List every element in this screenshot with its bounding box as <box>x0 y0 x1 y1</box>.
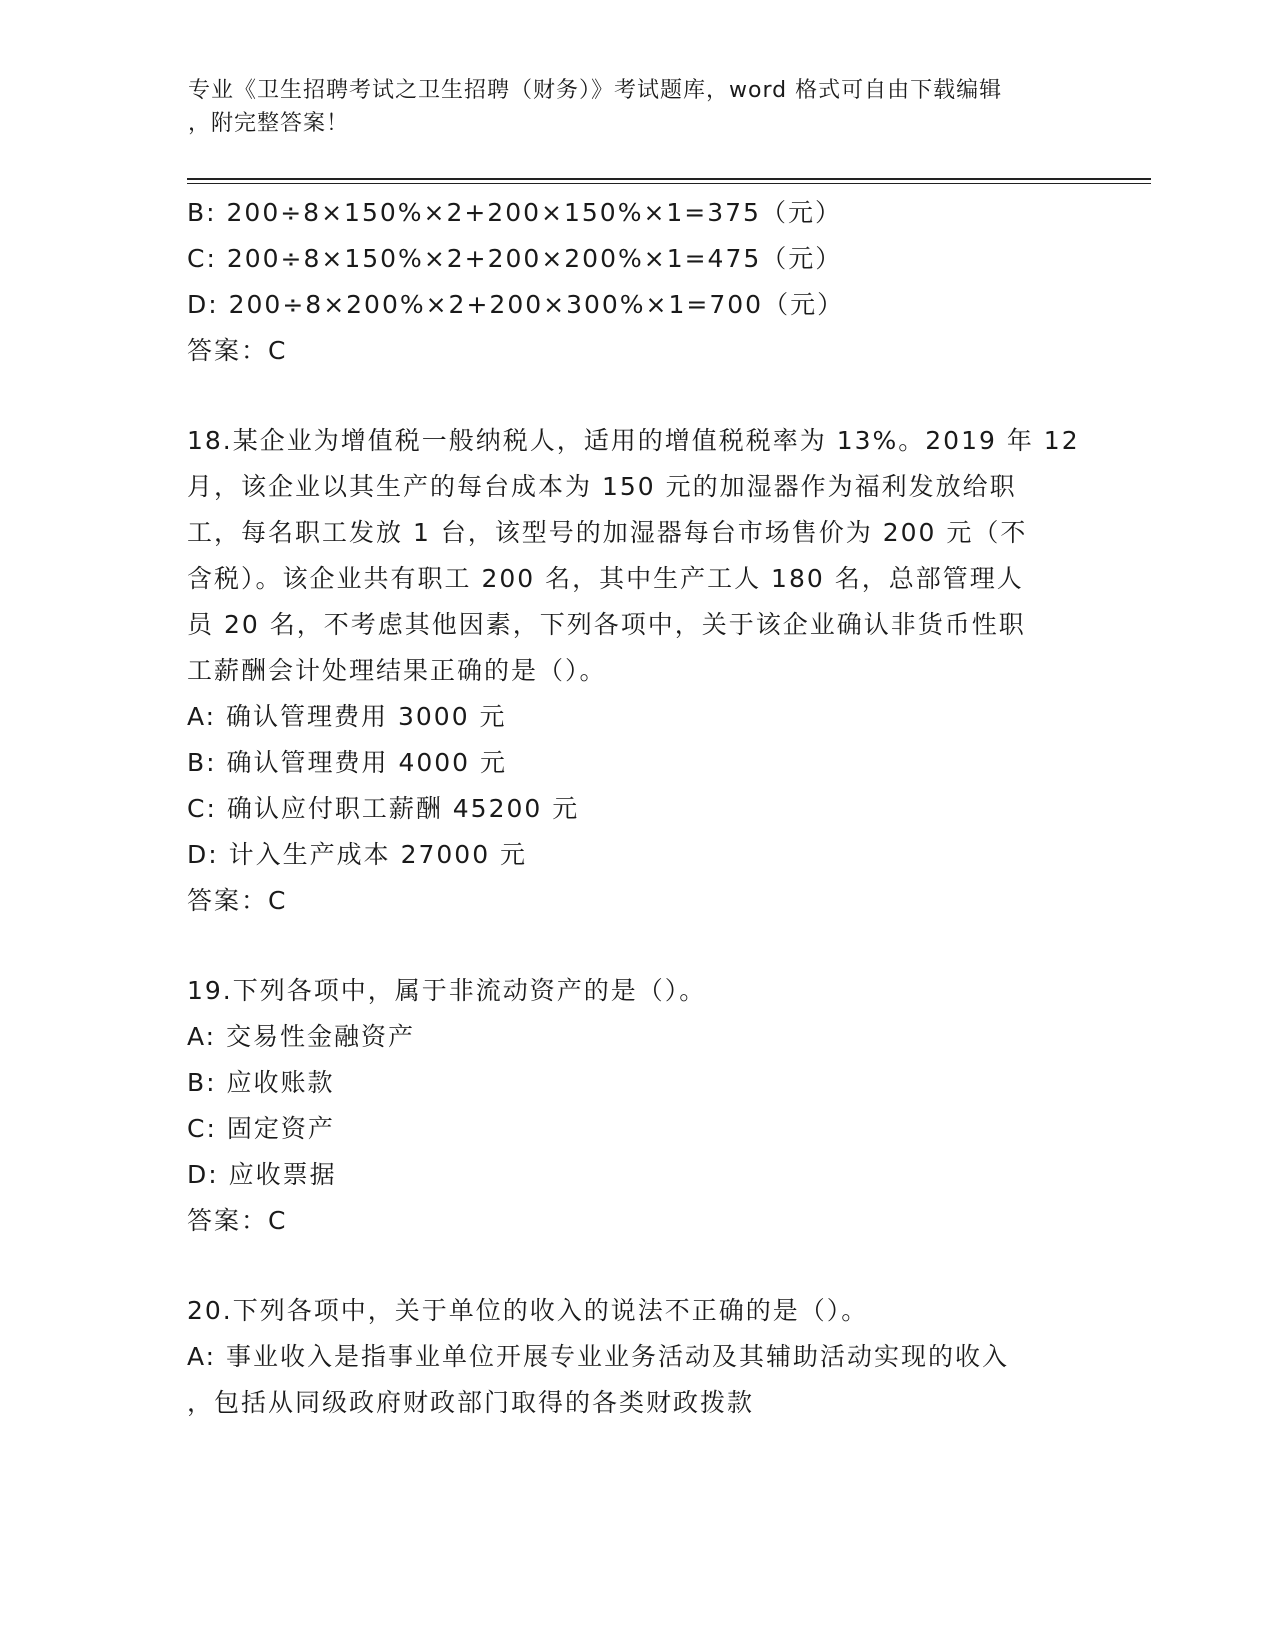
question-17-continued <box>187 190 1087 374</box>
question-text-line: 员 20 名，不考虑其他因素，下列各项中，关于该企业确认非货币性职 <box>187 610 1026 639</box>
question-text-line: 工，每名职工发放 1 台，该型号的加湿器每台市场售价为 200 元（不 <box>187 518 1028 547</box>
option-a: A: 确认管理费用 3000 元 <box>187 702 507 731</box>
option-a: A: 事业收入是指事业单位开展专业业务活动及其辅助活动实现的收入 <box>187 1342 1010 1371</box>
question-text-line: 19.下列各项中，属于非流动资产的是（）。 <box>187 976 707 1005</box>
option-d: D: 计入生产成本 27000 元 <box>187 840 528 869</box>
option-b: B: 应收账款 <box>187 1068 335 1097</box>
option-d: D: 应收票据 <box>187 1160 337 1189</box>
question-19 <box>187 968 1087 1244</box>
option-c: C: 确认应付职工薪酬 45200 元 <box>187 794 580 823</box>
header-line-1: 专业《卫生招聘考试之卫生招聘（财务）》考试题库，word 格式可自由下载编辑 <box>188 78 1003 103</box>
answer-line: 答案：C <box>187 336 288 365</box>
header-divider-thin <box>187 183 1151 184</box>
option-c: C: 固定资产 <box>187 1114 335 1143</box>
option-b: B: 确认管理费用 4000 元 <box>187 748 508 777</box>
option-a: A: 交易性金融资产 <box>187 1022 416 1051</box>
answer-line: 答案：C <box>187 1206 288 1235</box>
question-text-line: 20.下列各项中，关于单位的收入的说法不正确的是（）。 <box>187 1296 869 1325</box>
answer-line: 答案：C <box>187 886 288 915</box>
page-header <box>188 74 1088 140</box>
header-line-2: ，附完整答案！ <box>188 111 350 136</box>
option-c: C: 200÷8×150%×2+200×200%×1=475（元） <box>187 244 843 273</box>
question-18 <box>187 418 1087 924</box>
header-divider-thick <box>187 178 1151 180</box>
question-text-line: 含税）。该企业共有职工 200 名，其中生产工人 180 名，总部管理人 <box>187 564 1024 593</box>
option-a-continued: ，包括从同级政府财政部门取得的各类财政拨款 <box>187 1388 755 1417</box>
question-20 <box>187 1288 1087 1426</box>
question-content <box>187 190 1087 1426</box>
option-d: D: 200÷8×200%×2+200×300%×1=700（元） <box>187 290 845 319</box>
question-text-line: 工薪酬会计处理结果正确的是（）。 <box>187 656 607 685</box>
question-text-line: 月，该企业以其生产的每台成本为 150 元的加湿器作为福利发放给职 <box>187 472 1017 501</box>
question-text-line: 18.某企业为增值税一般纳税人，适用的增值税税率为 13%。2019 年 12 <box>187 426 1080 455</box>
option-b: B: 200÷8×150%×2+200×150%×1=375（元） <box>187 198 842 227</box>
